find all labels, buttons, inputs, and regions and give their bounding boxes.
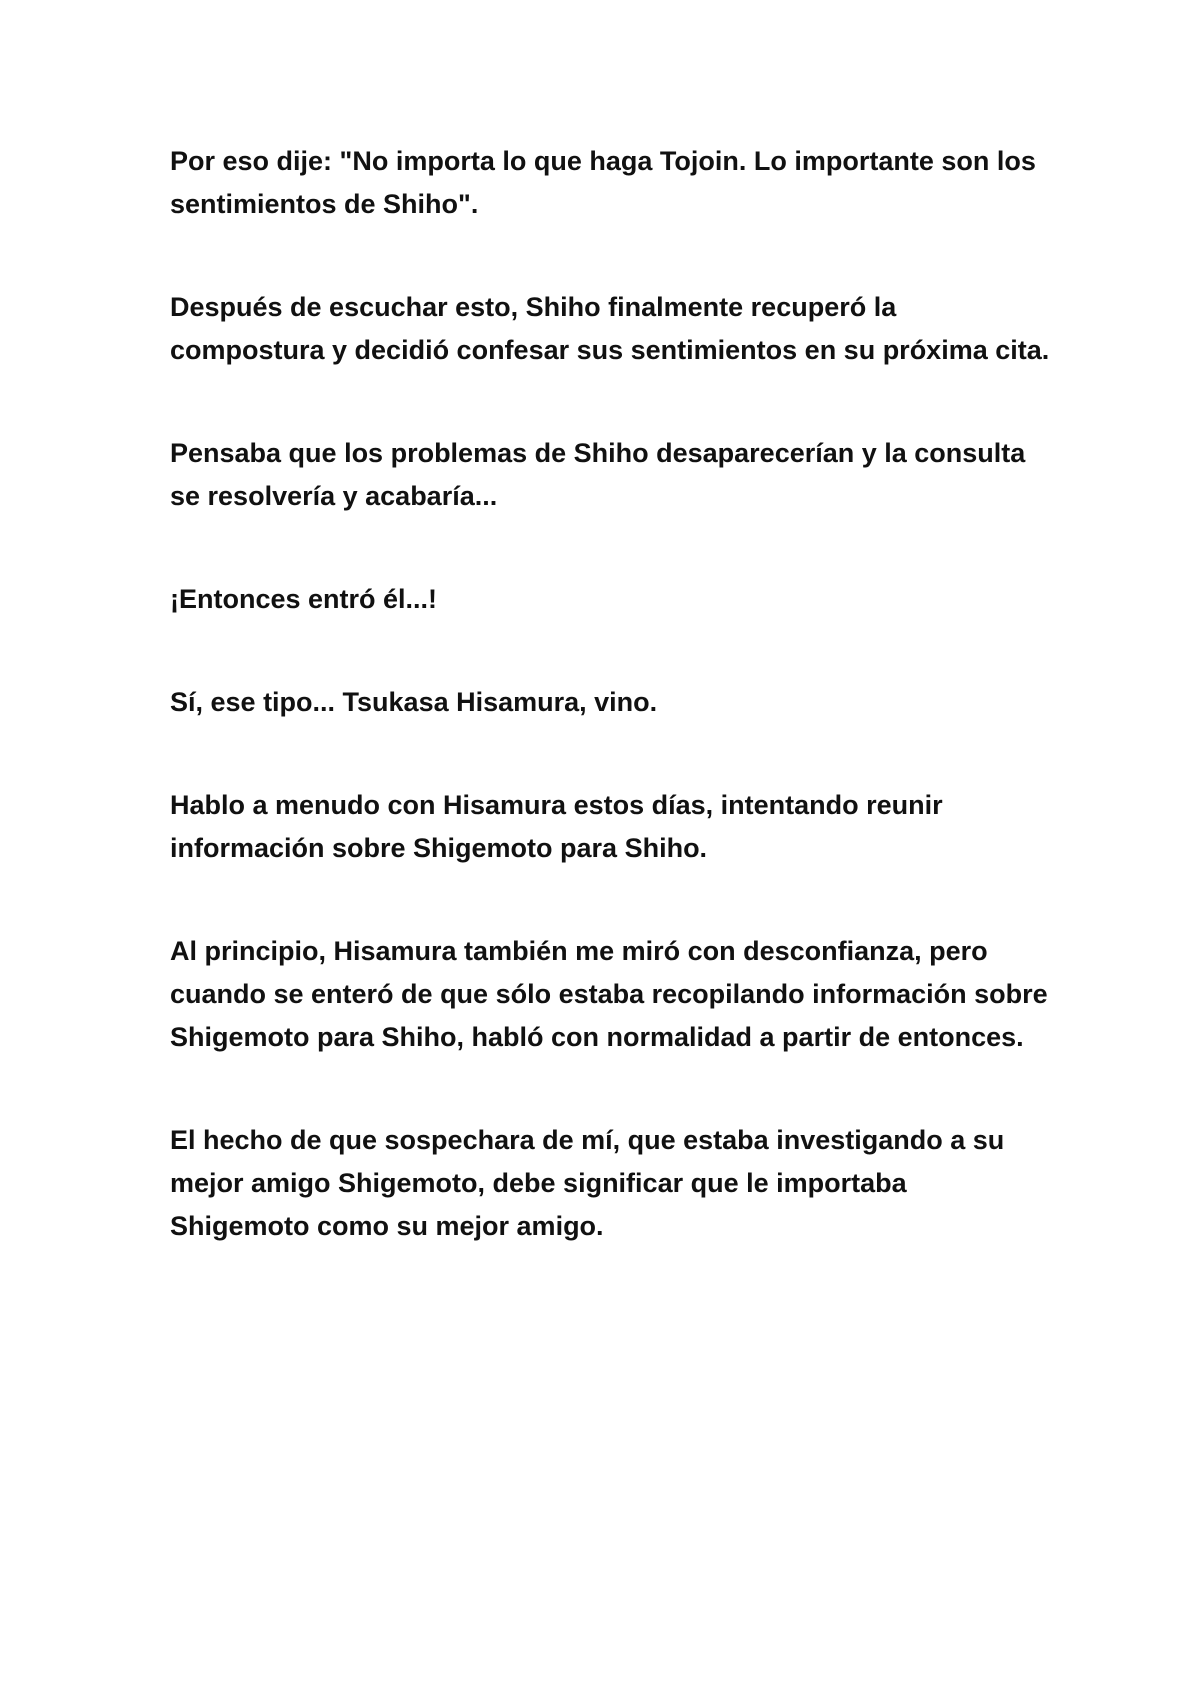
paragraph-4: ¡Entonces entró él...! (170, 584, 438, 614)
paragraph-3: Pensaba que los problemas de Shiho desaparecerían y la consulta se resolvería y acabaría... (170, 438, 1026, 511)
paragraph-2: Después de escuchar esto, Shiho finalmente recuperó la compostura y decidió confesar sus sentimientos en su próxima cita. (170, 292, 1050, 365)
paragraph-7: Al principio, Hisamura también me miró con desconfianza, pero cuando se enteró de que sólo estaba recopilando información sobre Shigemoto para Shiho, habló con normalidad a partir de entonces. (170, 936, 1048, 1052)
paragraph-8: El hecho de que sospechara de mí, que estaba investigando a su mejor amigo Shigemoto, debe significar que le importaba Shigemoto como su mejor amigo. (170, 1125, 1005, 1241)
document-body (170, 140, 1050, 1308)
paragraph-6: Hablo a menudo con Hisamura estos días, intentando reunir información sobre Shigemoto para Shiho. (170, 790, 943, 863)
paragraph-5: Sí, ese tipo... Tsukasa Hisamura, vino. (170, 687, 658, 717)
paragraph-1: Por eso dije: "No importa lo que haga Tojoin. Lo importante son los sentimientos de Shiho". (170, 146, 1036, 219)
